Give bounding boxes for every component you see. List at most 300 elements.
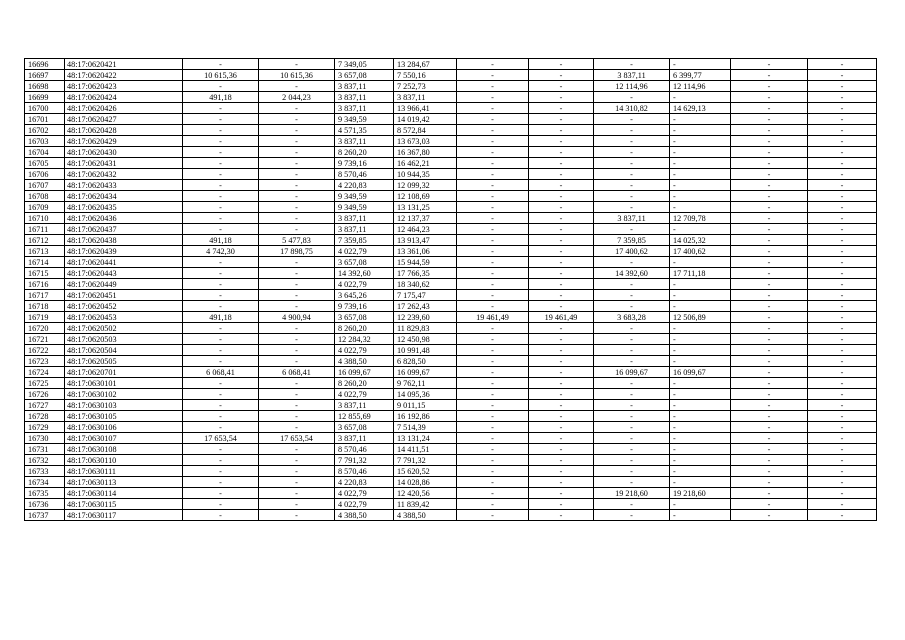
value-cell-9: - (731, 136, 808, 147)
value-cell-6: - (529, 59, 594, 70)
value-cell-2: 4 900,94 (259, 312, 335, 323)
value-cell-3: 4 571,35 (335, 125, 394, 136)
value-cell-10: - (808, 180, 877, 191)
value-cell-10: - (808, 92, 877, 103)
value-cell-5: - (457, 147, 529, 158)
value-cell-5: - (457, 158, 529, 169)
value-cell-6: - (529, 246, 594, 257)
value-cell-3: 4 022,79 (335, 279, 394, 290)
table-row (25, 477, 877, 488)
value-cell-7: - (594, 114, 670, 125)
value-cell-6: - (529, 268, 594, 279)
value-cell-2: - (259, 510, 335, 521)
cadastral-number-cell: 48:17:0630114 (65, 488, 183, 499)
value-cell-1: - (183, 378, 259, 389)
value-cell-5: - (457, 345, 529, 356)
value-cell-7: 16 099,67 (594, 367, 670, 378)
value-cell-9: - (731, 246, 808, 257)
value-cell-10: - (808, 444, 877, 455)
table-row (25, 191, 877, 202)
value-cell-2: - (259, 301, 335, 312)
value-cell-1: - (183, 477, 259, 488)
value-cell-10: - (808, 158, 877, 169)
value-cell-2: - (259, 213, 335, 224)
value-cell-8: - (670, 136, 731, 147)
value-cell-7: - (594, 125, 670, 136)
value-cell-7: - (594, 191, 670, 202)
value-cell-6: - (529, 279, 594, 290)
value-cell-1: - (183, 169, 259, 180)
value-cell-1: - (183, 125, 259, 136)
value-cell-4: 18 340,62 (394, 279, 457, 290)
value-cell-1: - (183, 59, 259, 70)
value-cell-5: - (457, 191, 529, 202)
value-cell-1: - (183, 466, 259, 477)
row-number-cell: 16723 (25, 356, 65, 367)
value-cell-2: - (259, 400, 335, 411)
cadastral-number-cell: 48:17:0630101 (65, 378, 183, 389)
value-cell-2: - (259, 103, 335, 114)
value-cell-8: - (670, 301, 731, 312)
value-cell-4: 8 572,84 (394, 125, 457, 136)
value-cell-8: - (670, 169, 731, 180)
value-cell-9: - (731, 466, 808, 477)
row-number-cell: 16719 (25, 312, 65, 323)
value-cell-4: 14 028,86 (394, 477, 457, 488)
value-cell-10: - (808, 235, 877, 246)
value-cell-1: - (183, 510, 259, 521)
table-row (25, 158, 877, 169)
value-cell-5: - (457, 257, 529, 268)
value-cell-8: - (670, 466, 731, 477)
cadastral-number-cell: 48:17:0630102 (65, 389, 183, 400)
value-cell-3: 3 657,08 (335, 422, 394, 433)
value-cell-10: - (808, 477, 877, 488)
value-cell-8: - (670, 224, 731, 235)
table-row (25, 455, 877, 466)
value-cell-6: - (529, 367, 594, 378)
table-row (25, 389, 877, 400)
value-cell-2: - (259, 455, 335, 466)
value-cell-2: - (259, 389, 335, 400)
value-cell-7: - (594, 510, 670, 521)
cadastral-number-cell: 48:17:0620427 (65, 114, 183, 125)
value-cell-8: - (670, 334, 731, 345)
value-cell-10: - (808, 202, 877, 213)
row-number-cell: 16736 (25, 499, 65, 510)
value-cell-6: - (529, 224, 594, 235)
value-cell-4: 4 388,50 (394, 510, 457, 521)
value-cell-6: - (529, 389, 594, 400)
table-row (25, 334, 877, 345)
value-cell-4: 12 464,23 (394, 224, 457, 235)
row-number-cell: 16730 (25, 433, 65, 444)
value-cell-6: - (529, 92, 594, 103)
value-cell-8: - (670, 422, 731, 433)
value-cell-9: - (731, 59, 808, 70)
cadastral-number-cell: 48:17:0620429 (65, 136, 183, 147)
value-cell-2: - (259, 279, 335, 290)
row-number-cell: 16727 (25, 400, 65, 411)
value-cell-8: - (670, 378, 731, 389)
value-cell-10: - (808, 81, 877, 92)
value-cell-6: - (529, 169, 594, 180)
row-number-cell: 16703 (25, 136, 65, 147)
value-cell-8: - (670, 356, 731, 367)
value-cell-8: - (670, 510, 731, 521)
value-cell-7: - (594, 345, 670, 356)
value-cell-1: 491,18 (183, 92, 259, 103)
value-cell-4: 12 239,60 (394, 312, 457, 323)
row-number-cell: 16697 (25, 70, 65, 81)
value-cell-2: - (259, 268, 335, 279)
value-cell-8: - (670, 290, 731, 301)
value-cell-1: - (183, 191, 259, 202)
value-cell-9: - (731, 356, 808, 367)
row-number-cell: 16699 (25, 92, 65, 103)
value-cell-6: - (529, 301, 594, 312)
value-cell-10: - (808, 103, 877, 114)
table-row (25, 180, 877, 191)
value-cell-5: 19 461,49 (457, 312, 529, 323)
cadastral-number-cell: 48:17:0620438 (65, 235, 183, 246)
value-cell-2: - (259, 378, 335, 389)
value-cell-3: 4 022,79 (335, 246, 394, 257)
value-cell-7: 14 392,60 (594, 268, 670, 279)
value-cell-4: 17 262,43 (394, 301, 457, 312)
value-cell-2: - (259, 345, 335, 356)
table-row (25, 312, 877, 323)
value-cell-6: - (529, 466, 594, 477)
table-row (25, 466, 877, 477)
table-row (25, 301, 877, 312)
value-cell-5: - (457, 268, 529, 279)
value-cell-1: - (183, 114, 259, 125)
cadastral-value-table (24, 58, 877, 521)
value-cell-2: 10 615,36 (259, 70, 335, 81)
value-cell-9: - (731, 103, 808, 114)
value-cell-1: - (183, 213, 259, 224)
value-cell-3: 3 837,11 (335, 136, 394, 147)
value-cell-3: 3 837,11 (335, 92, 394, 103)
value-cell-3: 4 220,83 (335, 180, 394, 191)
value-cell-5: - (457, 356, 529, 367)
cadastral-number-cell: 48:17:0620451 (65, 290, 183, 301)
cadastral-number-cell: 48:17:0630103 (65, 400, 183, 411)
value-cell-4: 10 991,48 (394, 345, 457, 356)
table-row (25, 235, 877, 246)
value-cell-5: - (457, 466, 529, 477)
value-cell-3: 3 837,11 (335, 433, 394, 444)
value-cell-3: 3 645,26 (335, 290, 394, 301)
value-cell-1: - (183, 257, 259, 268)
value-cell-4: 13 131,25 (394, 202, 457, 213)
value-cell-7: - (594, 301, 670, 312)
value-cell-9: - (731, 323, 808, 334)
value-cell-8: - (670, 59, 731, 70)
table-row (25, 213, 877, 224)
table-row (25, 367, 877, 378)
value-cell-1: - (183, 389, 259, 400)
value-cell-3: 8 260,20 (335, 323, 394, 334)
value-cell-4: 7 175,47 (394, 290, 457, 301)
value-cell-9: - (731, 367, 808, 378)
value-cell-4: 16 099,67 (394, 367, 457, 378)
value-cell-8: 14 025,32 (670, 235, 731, 246)
value-cell-4: 11 839,42 (394, 499, 457, 510)
value-cell-5: - (457, 213, 529, 224)
value-cell-2: 5 477,83 (259, 235, 335, 246)
cadastral-number-cell: 48:17:0630117 (65, 510, 183, 521)
value-cell-1: - (183, 136, 259, 147)
table-row (25, 169, 877, 180)
value-cell-4: 7 514,39 (394, 422, 457, 433)
value-cell-2: - (259, 422, 335, 433)
cadastral-number-cell: 48:17:0620422 (65, 70, 183, 81)
table-row (25, 81, 877, 92)
value-cell-3: 14 392,60 (335, 268, 394, 279)
value-cell-5: - (457, 499, 529, 510)
row-number-cell: 16724 (25, 367, 65, 378)
table-body (25, 59, 877, 521)
row-number-cell: 16709 (25, 202, 65, 213)
value-cell-9: - (731, 334, 808, 345)
value-cell-3: 3 837,11 (335, 224, 394, 235)
table-row (25, 70, 877, 81)
value-cell-4: 15 620,52 (394, 466, 457, 477)
value-cell-1: 10 615,36 (183, 70, 259, 81)
value-cell-5: - (457, 378, 529, 389)
cadastral-number-cell: 48:17:0630106 (65, 422, 183, 433)
value-cell-3: 9 739,16 (335, 301, 394, 312)
value-cell-1: - (183, 279, 259, 290)
value-cell-9: - (731, 257, 808, 268)
value-cell-9: - (731, 158, 808, 169)
cadastral-number-cell: 48:17:0620426 (65, 103, 183, 114)
value-cell-6: - (529, 103, 594, 114)
row-number-cell: 16702 (25, 125, 65, 136)
value-cell-3: 3 657,08 (335, 257, 394, 268)
value-cell-8: - (670, 411, 731, 422)
value-cell-8: 12 114,96 (670, 81, 731, 92)
value-cell-9: - (731, 411, 808, 422)
value-cell-1: - (183, 202, 259, 213)
value-cell-5: - (457, 224, 529, 235)
value-cell-3: 8 570,46 (335, 444, 394, 455)
row-number-cell: 16733 (25, 466, 65, 477)
value-cell-10: - (808, 125, 877, 136)
value-cell-6: - (529, 147, 594, 158)
value-cell-10: - (808, 356, 877, 367)
cadastral-number-cell: 48:17:0630105 (65, 411, 183, 422)
value-cell-9: - (731, 202, 808, 213)
table-row (25, 411, 877, 422)
value-cell-7: - (594, 378, 670, 389)
value-cell-10: - (808, 499, 877, 510)
row-number-cell: 16725 (25, 378, 65, 389)
value-cell-3: 4 022,79 (335, 389, 394, 400)
row-number-cell: 16713 (25, 246, 65, 257)
value-cell-3: 9 349,59 (335, 191, 394, 202)
value-cell-7: - (594, 422, 670, 433)
value-cell-3: 4 220,83 (335, 477, 394, 488)
value-cell-5: - (457, 125, 529, 136)
value-cell-2: - (259, 477, 335, 488)
value-cell-6: - (529, 323, 594, 334)
value-cell-9: - (731, 81, 808, 92)
value-cell-8: - (670, 279, 731, 290)
row-number-cell: 16717 (25, 290, 65, 301)
value-cell-5: - (457, 59, 529, 70)
table-row (25, 290, 877, 301)
value-cell-4: 13 361,06 (394, 246, 457, 257)
value-cell-8: - (670, 257, 731, 268)
value-cell-3: 3 837,11 (335, 81, 394, 92)
value-cell-7: - (594, 411, 670, 422)
value-cell-1: - (183, 334, 259, 345)
value-cell-7: - (594, 334, 670, 345)
value-cell-7: 14 310,82 (594, 103, 670, 114)
value-cell-8: 17 400,62 (670, 246, 731, 257)
value-cell-4: 13 131,24 (394, 433, 457, 444)
cadastral-number-cell: 48:17:0620436 (65, 213, 183, 224)
value-cell-10: - (808, 70, 877, 81)
cadastral-number-cell: 48:17:0620434 (65, 191, 183, 202)
cadastral-number-cell: 48:17:0620421 (65, 59, 183, 70)
row-number-cell: 16729 (25, 422, 65, 433)
value-cell-2: 6 068,41 (259, 367, 335, 378)
value-cell-1: - (183, 301, 259, 312)
row-number-cell: 16704 (25, 147, 65, 158)
value-cell-10: - (808, 466, 877, 477)
value-cell-3: 8 260,20 (335, 378, 394, 389)
table-row (25, 279, 877, 290)
value-cell-4: 7 252,73 (394, 81, 457, 92)
value-cell-9: - (731, 389, 808, 400)
value-cell-5: - (457, 301, 529, 312)
row-number-cell: 16718 (25, 301, 65, 312)
value-cell-3: 7 359,85 (335, 235, 394, 246)
value-cell-2: - (259, 224, 335, 235)
value-cell-4: 3 837,11 (394, 92, 457, 103)
table-row (25, 488, 877, 499)
value-cell-6: - (529, 257, 594, 268)
value-cell-8: - (670, 114, 731, 125)
value-cell-7: - (594, 389, 670, 400)
value-cell-10: - (808, 323, 877, 334)
value-cell-2: - (259, 411, 335, 422)
value-cell-4: 12 137,37 (394, 213, 457, 224)
value-cell-5: - (457, 323, 529, 334)
value-cell-9: - (731, 169, 808, 180)
value-cell-7: - (594, 400, 670, 411)
value-cell-10: - (808, 268, 877, 279)
value-cell-2: 2 044,23 (259, 92, 335, 103)
value-cell-10: - (808, 433, 877, 444)
value-cell-7: - (594, 290, 670, 301)
value-cell-5: - (457, 180, 529, 191)
value-cell-6: - (529, 378, 594, 389)
table-row (25, 136, 877, 147)
row-number-cell: 16715 (25, 268, 65, 279)
cadastral-number-cell: 48:17:0630115 (65, 499, 183, 510)
value-cell-8: - (670, 147, 731, 158)
value-cell-3: 9 739,16 (335, 158, 394, 169)
value-cell-2: - (259, 136, 335, 147)
value-cell-6: - (529, 345, 594, 356)
value-cell-4: 12 450,98 (394, 334, 457, 345)
value-cell-4: 13 284,67 (394, 59, 457, 70)
value-cell-8: - (670, 499, 731, 510)
value-cell-3: 7 349,05 (335, 59, 394, 70)
value-cell-6: - (529, 235, 594, 246)
value-cell-8: - (670, 323, 731, 334)
cadastral-number-cell: 48:17:0630111 (65, 466, 183, 477)
cadastral-number-cell: 48:17:0620428 (65, 125, 183, 136)
row-number-cell: 16701 (25, 114, 65, 125)
row-number-cell: 16696 (25, 59, 65, 70)
value-cell-6: - (529, 81, 594, 92)
value-cell-10: - (808, 488, 877, 499)
value-cell-4: 12 099,32 (394, 180, 457, 191)
value-cell-10: - (808, 213, 877, 224)
value-cell-4: 16 367,80 (394, 147, 457, 158)
value-cell-4: 6 828,50 (394, 356, 457, 367)
value-cell-5: - (457, 422, 529, 433)
value-cell-5: - (457, 246, 529, 257)
row-number-cell: 16711 (25, 224, 65, 235)
value-cell-5: - (457, 433, 529, 444)
row-number-cell: 16714 (25, 257, 65, 268)
row-number-cell: 16707 (25, 180, 65, 191)
value-cell-4: 14 411,51 (394, 444, 457, 455)
value-cell-7: 7 359,85 (594, 235, 670, 246)
cadastral-number-cell: 48:17:0620432 (65, 169, 183, 180)
value-cell-1: - (183, 147, 259, 158)
value-cell-7: - (594, 92, 670, 103)
value-cell-7: - (594, 499, 670, 510)
value-cell-5: - (457, 70, 529, 81)
value-cell-10: - (808, 510, 877, 521)
value-cell-10: - (808, 455, 877, 466)
value-cell-2: - (259, 323, 335, 334)
value-cell-10: - (808, 367, 877, 378)
value-cell-10: - (808, 114, 877, 125)
value-cell-7: - (594, 444, 670, 455)
value-cell-5: - (457, 389, 529, 400)
value-cell-3: 4 022,79 (335, 345, 394, 356)
value-cell-7: - (594, 180, 670, 191)
cadastral-number-cell: 48:17:0620503 (65, 334, 183, 345)
value-cell-1: - (183, 422, 259, 433)
value-cell-9: - (731, 213, 808, 224)
value-cell-6: - (529, 455, 594, 466)
value-cell-5: - (457, 444, 529, 455)
value-cell-10: - (808, 279, 877, 290)
row-number-cell: 16700 (25, 103, 65, 114)
row-number-cell: 16712 (25, 235, 65, 246)
value-cell-6: - (529, 158, 594, 169)
value-cell-6: - (529, 444, 594, 455)
value-cell-3: 3 837,11 (335, 103, 394, 114)
value-cell-8: 14 629,13 (670, 103, 731, 114)
value-cell-8: - (670, 202, 731, 213)
value-cell-3: 3 657,08 (335, 312, 394, 323)
value-cell-5: - (457, 411, 529, 422)
table-row (25, 378, 877, 389)
value-cell-1: - (183, 455, 259, 466)
value-cell-6: - (529, 411, 594, 422)
